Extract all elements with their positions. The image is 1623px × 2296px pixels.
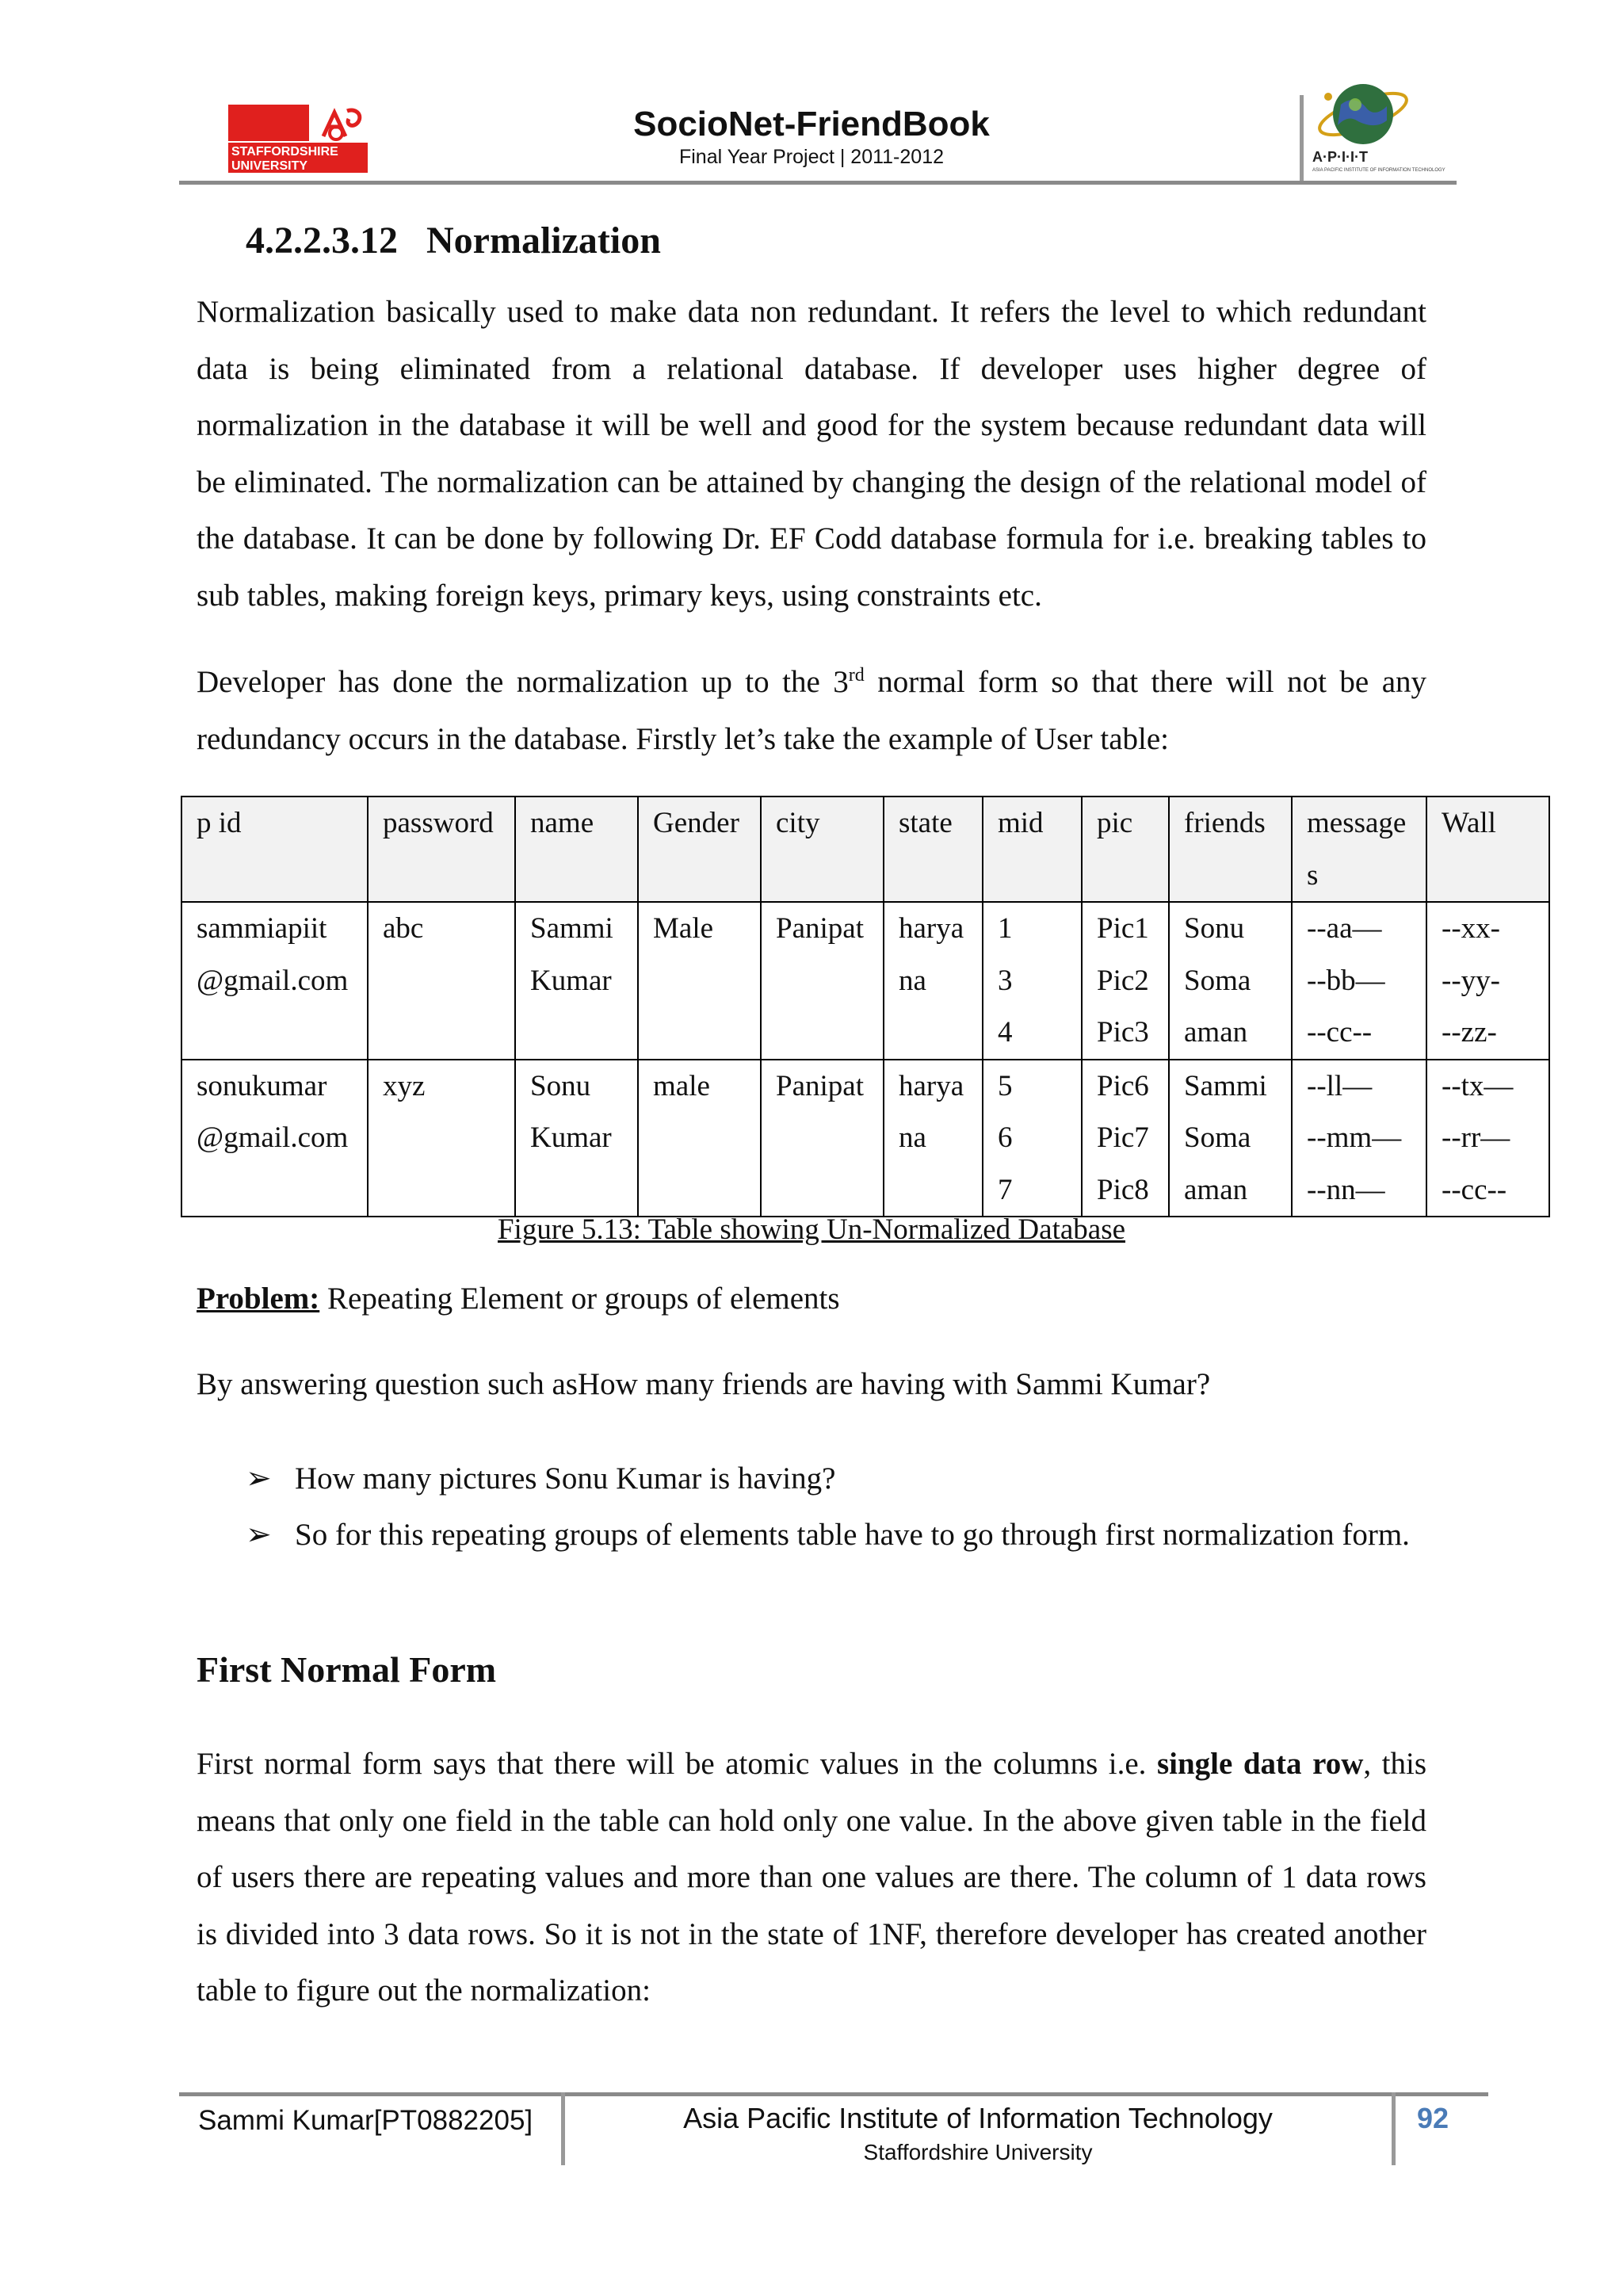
cell-line: Wall (1442, 807, 1496, 839)
table-cell (884, 902, 983, 1060)
cell-line: Pic2 (1097, 964, 1149, 997)
table-header-cell (1292, 797, 1426, 902)
table-cell (1292, 1060, 1426, 1217)
cell-line: mid (998, 807, 1044, 839)
cell-line: harya (899, 1069, 964, 1102)
table-header-cell (515, 797, 638, 902)
cell-line: name (530, 807, 594, 839)
table-header-cell (1169, 797, 1292, 902)
svg-text:A·P·I·I·T: A·P·I·I·T (1312, 149, 1368, 165)
bullet-marker-icon: ➢ (246, 1518, 272, 1552)
first-normal-form-heading: First Normal Form (197, 1649, 497, 1690)
cell-line: Panipat (776, 912, 864, 945)
cell-line: @gmail.com (197, 1121, 349, 1154)
cell-line: Panipat (776, 1069, 864, 1102)
table-row (181, 902, 1549, 1060)
cell-line: 3 (998, 964, 1013, 997)
table-header-cell (181, 797, 368, 902)
table-cell (761, 1060, 884, 1217)
table-header-cell (1426, 797, 1549, 902)
cell-line: --rr— (1442, 1121, 1510, 1154)
table-header-cell (884, 797, 983, 902)
cell-line: state (899, 807, 953, 839)
document-subtitle: Final Year Project | 2011-2012 (678, 146, 945, 168)
problem-statement: Problem: Repeating Element or groups of elements (197, 1282, 840, 1316)
cell-line: Pic6 (1097, 1069, 1149, 1102)
cell-line: Sonu (1184, 912, 1245, 945)
cell-line: Pic3 (1097, 1016, 1149, 1049)
cell-line: aman (1184, 1173, 1248, 1206)
header-rule (179, 181, 1457, 185)
cell-line: sonukumar (197, 1069, 327, 1102)
table-cell (1169, 902, 1292, 1060)
footer-institute: Asia Pacific Institute of Information Technology (683, 2102, 1273, 2134)
cell-line: p id (197, 807, 242, 839)
cell-line: Kumar (530, 1121, 612, 1154)
table-cell (1082, 902, 1169, 1060)
cell-line: --zz- (1442, 1016, 1497, 1049)
cell-line: 7 (998, 1173, 1013, 1206)
document-title: SocioNet-FriendBook (633, 105, 990, 143)
cell-line: 5 (998, 1069, 1013, 1102)
cell-line: friends (1184, 807, 1266, 839)
table-cell (1082, 1060, 1169, 1217)
question-text: By answering question such asHow many friends are having with Sammi Kumar? (197, 1367, 1211, 1401)
cell-line: sammiapiit (197, 912, 327, 945)
cell-line: Sonu (530, 1069, 591, 1102)
footer-rule (179, 2092, 1488, 2096)
footer-university: Staffordshire University (863, 2140, 1093, 2164)
table-header-cell (761, 797, 884, 902)
svg-text:STAFFORDSHIRE: STAFFORDSHIRE (231, 145, 338, 159)
table-cell (1292, 902, 1426, 1060)
unnormalized-user-table (181, 796, 1550, 1217)
paragraph-developer-3nf: Developer has done the normalization up to the 3rd normal form so that there will not be any redundancy occurs in the database. Firstly let’s take the example of User table: (197, 665, 1427, 756)
cell-line: Sammi (1184, 1069, 1267, 1102)
section-heading: 4.2.2.3.12 Normalization (246, 220, 661, 262)
table-cell (181, 902, 368, 1060)
cell-line: Soma (1184, 964, 1251, 997)
table-header-cell (638, 797, 761, 902)
footer-divider (1392, 2092, 1396, 2165)
cell-line: Pic1 (1097, 912, 1149, 945)
cell-line: --aa— (1307, 912, 1382, 945)
table-cell (1426, 902, 1549, 1060)
table-cell (368, 1060, 515, 1217)
table-cell (983, 1060, 1082, 1217)
bullet-marker-icon: ➢ (246, 1461, 272, 1496)
cell-line: --mm— (1307, 1121, 1402, 1154)
table-cell (1169, 1060, 1292, 1217)
cell-line: aman (1184, 1016, 1248, 1049)
cell-line: abc (383, 912, 424, 945)
table-row (181, 1060, 1549, 1217)
table-cell (638, 1060, 761, 1217)
bullet-item: How many pictures Sonu Kumar is having? (295, 1461, 836, 1496)
svg-text:ASIA PACIFIC INSTITUTE OF INFO: ASIA PACIFIC INSTITUTE OF INFORMATION TECHNOLOGY (1312, 168, 1445, 173)
table-cell (368, 902, 515, 1060)
cell-line: Soma (1184, 1121, 1251, 1154)
cell-line: 4 (998, 1016, 1013, 1049)
table-header-cell (983, 797, 1082, 902)
cell-line: Pic8 (1097, 1173, 1149, 1206)
table-cell (515, 902, 638, 1060)
cell-line: @gmail.com (197, 964, 349, 997)
page-number: 92 (1416, 2102, 1449, 2134)
table-cell (761, 902, 884, 1060)
cell-line: 6 (998, 1121, 1013, 1154)
cell-line: harya (899, 912, 964, 945)
table-header-cell (368, 797, 515, 902)
cell-line: male (653, 1069, 710, 1102)
table-cell (181, 1060, 368, 1217)
cell-line: 1 (998, 912, 1013, 945)
table-cell (638, 902, 761, 1060)
table-cell (515, 1060, 638, 1217)
cell-line: --yy- (1442, 964, 1500, 997)
cell-line: message (1307, 807, 1407, 839)
cell-line: --bb— (1307, 964, 1385, 997)
cell-line: na (899, 964, 926, 997)
cell-line: Kumar (530, 964, 612, 997)
cell-line: na (899, 1121, 926, 1154)
cell-line: s (1307, 858, 1319, 892)
paragraph-normalization-intro: Normalization basically used to make data non redundant. It refers the level to which redundant data is being eliminated from a relational database. If developer uses higher degree of normalization in the database it will be well and good for the system because redundant data will be eliminated. The normalization can be attained by changing the design of the relational model of the database. It can be done by following Dr. EF Codd database formula for i.e. breaking tables to sub tables, making foreign keys, primary keys, using constraints etc. (197, 295, 1426, 613)
cell-line: Male (653, 912, 714, 945)
svg-text:UNIVERSITY: UNIVERSITY (231, 159, 308, 173)
cell-line: --cc-- (1307, 1016, 1373, 1049)
cell-line: password (383, 807, 494, 839)
table-header-row (181, 797, 1549, 902)
cell-line: Sammi (530, 912, 613, 945)
table-header-cell (1082, 797, 1169, 902)
cell-line: --ll— (1307, 1069, 1373, 1102)
cell-line: --nn— (1307, 1173, 1385, 1206)
paragraph-first-normal-form: First normal form says that there will be atomic values in the columns i.e. single data row, this means that only one field in the table can hold only one value. In the above given table in the field of users there are repeating values and more than one values are there. The column of 1 data rows is divided into 3 data rows. So it is not in the state of 1NF, therefore developer has created another table to figure out the normalization: (197, 1747, 1426, 2008)
table-cell (983, 902, 1082, 1060)
header-divider (1300, 95, 1304, 182)
table-cell (1426, 1060, 1549, 1217)
cell-line: Gender (653, 807, 739, 839)
cell-line: Pic7 (1097, 1121, 1149, 1154)
cell-line: city (776, 807, 820, 839)
cell-line: --xx- (1442, 912, 1500, 945)
cell-line: --cc-- (1442, 1173, 1507, 1206)
footer-author: Sammi Kumar[PT0882205] (198, 2105, 533, 2136)
figure-caption: Figure 5.13: Table showing Un-Normalized Database (497, 1213, 1126, 1246)
apiit-logo (1309, 73, 1445, 181)
table-cell (884, 1060, 983, 1217)
cell-line: xyz (383, 1069, 426, 1102)
cell-line: --tx— (1442, 1069, 1514, 1102)
problem-label: Problem: (197, 1282, 320, 1316)
cell-line: pic (1097, 807, 1133, 839)
bullet-item: So for this repeating groups of elements table have to go through first normalization form. (295, 1518, 1410, 1552)
